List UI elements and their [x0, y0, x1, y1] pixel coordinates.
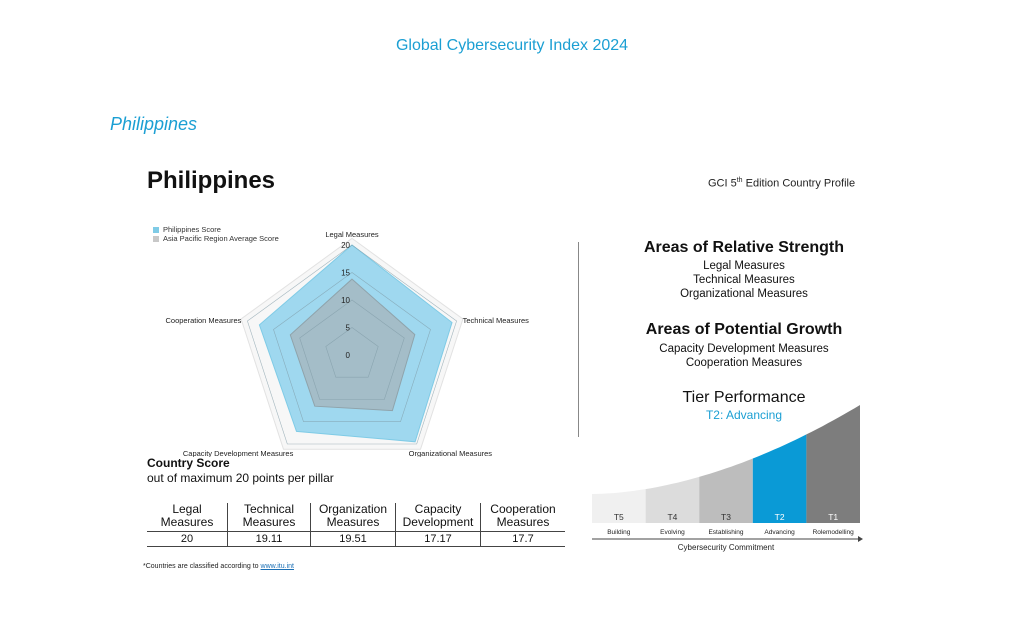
strength-list	[596, 259, 892, 301]
radar-axis-label: Cooperation Measures	[165, 316, 242, 326]
tier-name-label: Building	[607, 529, 631, 536]
growth-title: Areas of Potential Growth	[645, 321, 843, 338]
score-table-header-row	[147, 503, 565, 532]
tier-performance-title: Tier Performance	[682, 389, 806, 406]
radar-tick-label: 0	[345, 351, 350, 360]
radar-axis-label: Organizational Measures	[408, 448, 493, 457]
tier-code-label: T3	[721, 512, 731, 522]
country-score-table	[147, 503, 565, 547]
strength-title: Areas of Relative Strength	[643, 239, 845, 256]
country-heading: Philippines	[110, 114, 198, 134]
tier-name-label: Establishing	[708, 529, 744, 536]
tier-code-label: T5	[613, 512, 624, 522]
radar-tick-label: 5	[345, 323, 350, 333]
growth-item: Cooperation Measures	[685, 357, 803, 369]
score-col-cooperation	[481, 503, 566, 532]
edition-superscript: th	[736, 177, 743, 184]
legend-swatch-philippines	[153, 227, 159, 233]
tier-name-label: Rolemodelling	[812, 529, 854, 536]
strength-item: Legal Measures	[703, 260, 785, 272]
score-value-organization: 19.51	[311, 532, 396, 547]
tier-performance-graphic	[590, 403, 865, 555]
score-table-value-row	[147, 532, 565, 547]
radar-tick-label: 15	[341, 268, 350, 278]
score-value-cooperation: 17.7	[481, 532, 566, 547]
score-value-legal: 20	[147, 532, 228, 547]
radar-axis-label: Legal Measures	[325, 230, 379, 239]
legend-item-asia-pacific	[153, 234, 279, 243]
score-col-technical-line2: Measures	[242, 515, 296, 529]
tier-code-label: T1	[828, 512, 839, 522]
legend-swatch-asia-pacific	[153, 236, 159, 242]
edition-prefix: GCI 5	[708, 177, 737, 190]
tier-axis-label: Cybersecurity Commitment	[677, 543, 775, 552]
radar-tick-label: 10	[341, 296, 350, 305]
legend-label-philippines: Philippines Score	[163, 225, 221, 234]
score-col-organization-line1: Organization	[318, 502, 388, 516]
strength-item: Technical Measures	[693, 274, 795, 286]
radar-legend	[153, 225, 279, 243]
tier-segment-t1	[806, 405, 860, 523]
tier-code-label: T2	[774, 512, 785, 522]
score-col-cooperation-line1: Cooperation	[490, 502, 556, 516]
footnote	[143, 563, 294, 570]
growth-list	[596, 342, 892, 370]
radar-axis-label: Technical Measures	[462, 316, 529, 326]
tier-code-label: T4	[667, 512, 678, 522]
score-col-organization	[311, 503, 396, 532]
profile-country-name: Philippines	[147, 167, 276, 194]
strength-item: Organizational Measures	[680, 288, 808, 300]
score-col-organization-line2: Measures	[326, 515, 380, 529]
score-col-legal	[147, 503, 228, 532]
tier-name-label: Advancing	[764, 529, 795, 536]
legend-item-philippines	[153, 225, 279, 234]
tier-name-label: Evolving	[660, 529, 685, 536]
country-score-title: Country Score	[147, 456, 230, 470]
score-value-capacity: 17.17	[396, 532, 481, 547]
growth-item: Capacity Development Measures	[659, 343, 829, 355]
radar-tick-label: 20	[341, 241, 350, 250]
tier-segment-t2	[753, 434, 807, 523]
legend-label-asia-pacific: Asia Pacific Region Average Score	[163, 234, 279, 243]
score-col-capacity-line1: Capacity	[414, 502, 462, 516]
score-col-capacity	[396, 503, 481, 532]
footnote-link[interactable]: www.itu.int	[260, 563, 294, 570]
edition-suffix: Edition Country Profile	[742, 177, 856, 190]
country-score-subtitle: out of maximum 20 points per pillar	[147, 471, 334, 485]
radar-axis-label: Capacity Development Measures	[182, 448, 294, 457]
tier-current-label: T2: Advancing	[705, 408, 783, 422]
footnote-text: *Countries are classified according to	[143, 563, 261, 570]
vertical-divider	[578, 242, 579, 437]
score-col-capacity-line2: Development	[402, 515, 474, 529]
score-col-technical	[228, 503, 311, 532]
score-col-legal-line1: Legal	[172, 502, 202, 516]
score-col-legal-line2: Measures	[160, 515, 214, 529]
edition-label	[708, 177, 855, 190]
score-value-technical: 19.11	[228, 532, 311, 547]
score-col-cooperation-line2: Measures	[496, 515, 550, 529]
document-title: Global Cybersecurity Index 2024	[395, 37, 629, 54]
score-col-technical-line1: Technical	[243, 502, 295, 516]
tier-axis-arrow-icon	[858, 536, 863, 542]
radar-chart	[140, 222, 560, 457]
